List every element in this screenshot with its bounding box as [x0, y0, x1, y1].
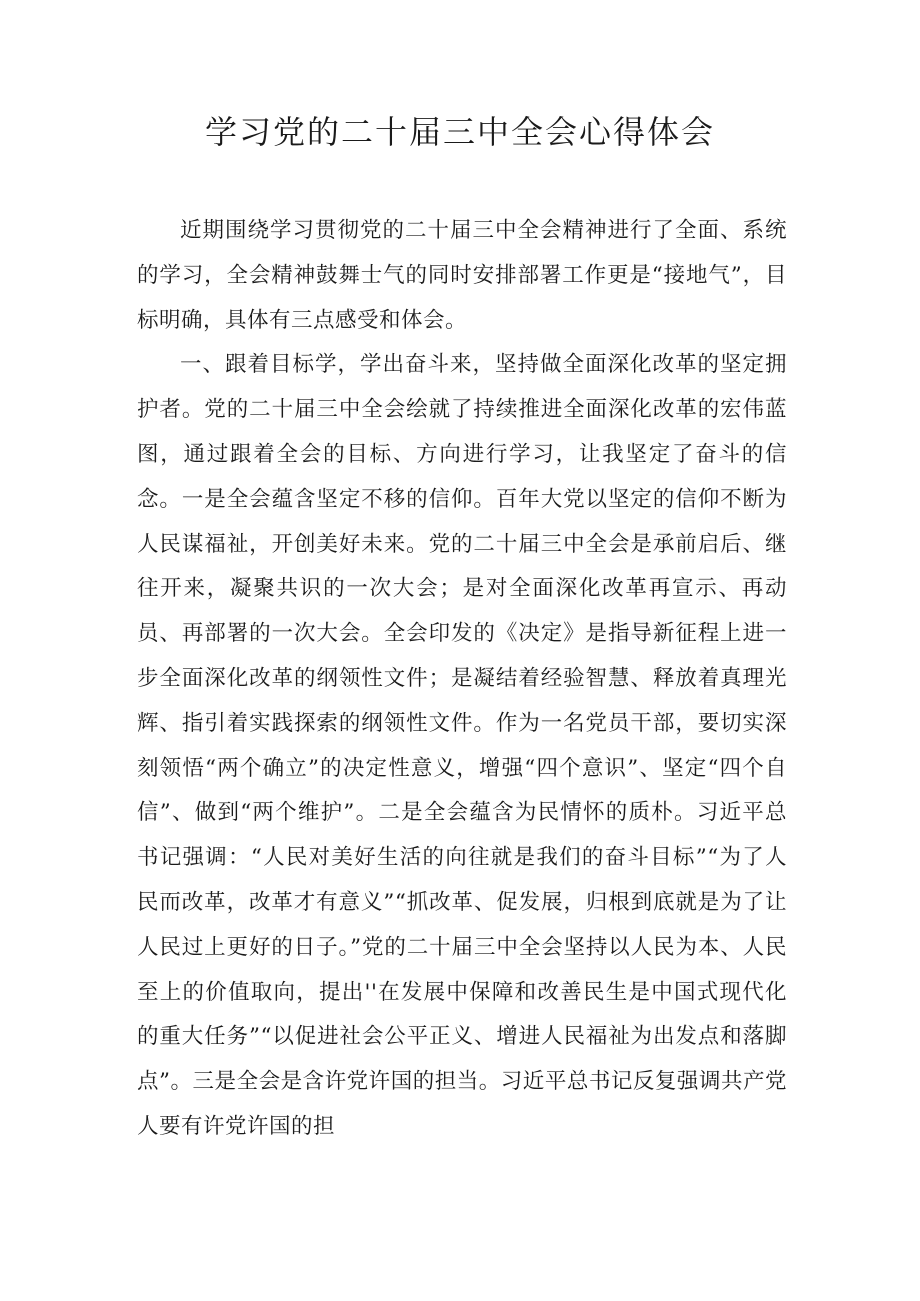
paragraph-section-one: 一、跟着目标学，学出奋斗来，坚持做全面深化改革的坚定拥护者。党的二十届三中全会绘就了持续推进全面深化改革的宏伟蓝图，通过跟着全会的目标、方向进行学习，让我坚定了奋斗的信念。一是全会蕴含坚定不移的信仰。百年大党以坚定的信仰不断为人民谋福祉，开创美好未来。党的二十届三中全会是承前启后、继往开来，凝聚共识的一次大会；是对全面深化改革再宣示、再动员、再部署的一次大会。全会印发的《决定》是指导新征程上进一步全面深化改革的纲领性文件；是凝结着经验智慧、释放着真理光辉、指引着实践探索的纲领性文件。作为一名党员干部，要切实深刻领悟“两个确立”的决定性意义，增强“四个意识”、坚定“四个自信”、做到“两个维护”。二是全会蕴含为民情怀的质朴。习近平总书记强调：“人民对美好生活的向往就是我们的奋斗目标”“为了人民而改革，改革才有意义”“抓改革、促发展，归根到底就是为了让人民过上更好的日子。”党的二十届三中全会坚持以人民为本、人民至上的价值取向，提出''在发展中保障和改善民生是中国式现代化的重大任务”“以促进社会公平正义、增进人民福祉为出发点和落脚点”。三是全会是含许党许国的担当。习近平总书记反复强调共产党人要有许党许国的担: [137, 352, 787, 1139]
paragraph-intro: 近期围绕学习贯彻党的二十届三中全会精神进行了全面、系统的学习，全会精神鼓舞士气的同时安排部署工作更是“接地气”，目标明确，具体有三点感受和体会。: [137, 218, 787, 333]
document-body: [137, 209, 787, 1150]
document-title: 学习党的二十届三中全会心得体会: [204, 113, 715, 151]
